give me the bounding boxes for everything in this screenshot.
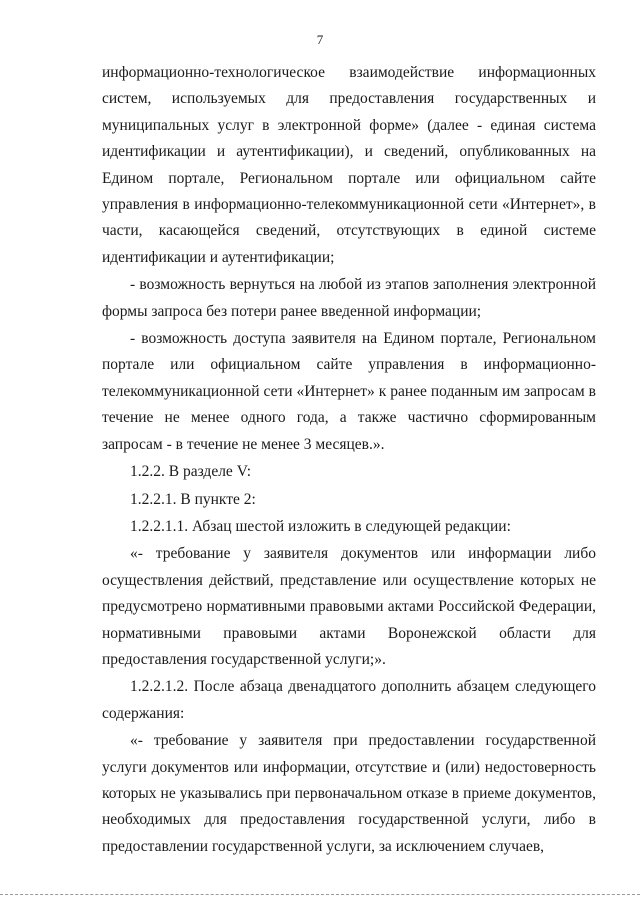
paragraph-item-1-2-2-1-1: 1.2.2.1.1. Абзац шестой изложить в следующей редакции: (130, 517, 511, 535)
footer-divider (0, 894, 640, 895)
page-number: 7 (316, 32, 324, 47)
paragraph-point-2: 1.2.2.1. В пункте 2: (130, 490, 256, 508)
paragraph-requirement-quote: «- требование у заявителя документов или информации либо осуществления действий, представление или осуществление которых не предусмотрено нормативными правовыми актами Российской Федерации, нормативными правовыми актами Воронежской области для предоставления государственной услуги;». (102, 545, 596, 668)
document-body (102, 60, 596, 860)
paragraph-continuation: информационно-технологическое взаимодействие информационных систем, используемых для предоставления государственных и муниципальных услуг в электронной форме» (далее - единая система идентификации и аутентификации), и сведений, опубликованных на Едином портале, Региональном портале или официальном сайте управления в информационно-телекоммуникационной сети «Интернет», в части, касающейся сведений, отсутствующих в единой системе идентификации и аутентификации; (102, 64, 596, 266)
paragraph-section-v: 1.2.2. В разделе V: (130, 463, 252, 481)
paragraph-return-option: - возможность вернуться на любой из этапов заполнения электронной формы запроса без потери ранее введенной информации; (102, 276, 596, 320)
paragraph-item-1-2-2-1-2: 1.2.2.1.2. После абзаца двенадцатого дополнить абзацем следующего содержания: (102, 678, 596, 722)
paragraph-requirement-quote-2: «- требование у заявителя при предоставлении государственной услуги документов или информации, отсутствие и (или) недостоверность которых не указывались при первоначальном отказе в приеме документов, необходимых для предоставления государственной услуги, либо в предоставлении государственной услуги, за исключением случаев, (102, 732, 596, 855)
paragraph-access-option: - возможность доступа заявителя на Едином портале, Региональном портале или официальном сайте управления в информационно-телекоммуникационной сети «Интернет» к ранее поданным им запросам в течение не менее одного года, а также частично сформированным запросам - в течение не менее 3 месяцев.». (102, 330, 596, 453)
